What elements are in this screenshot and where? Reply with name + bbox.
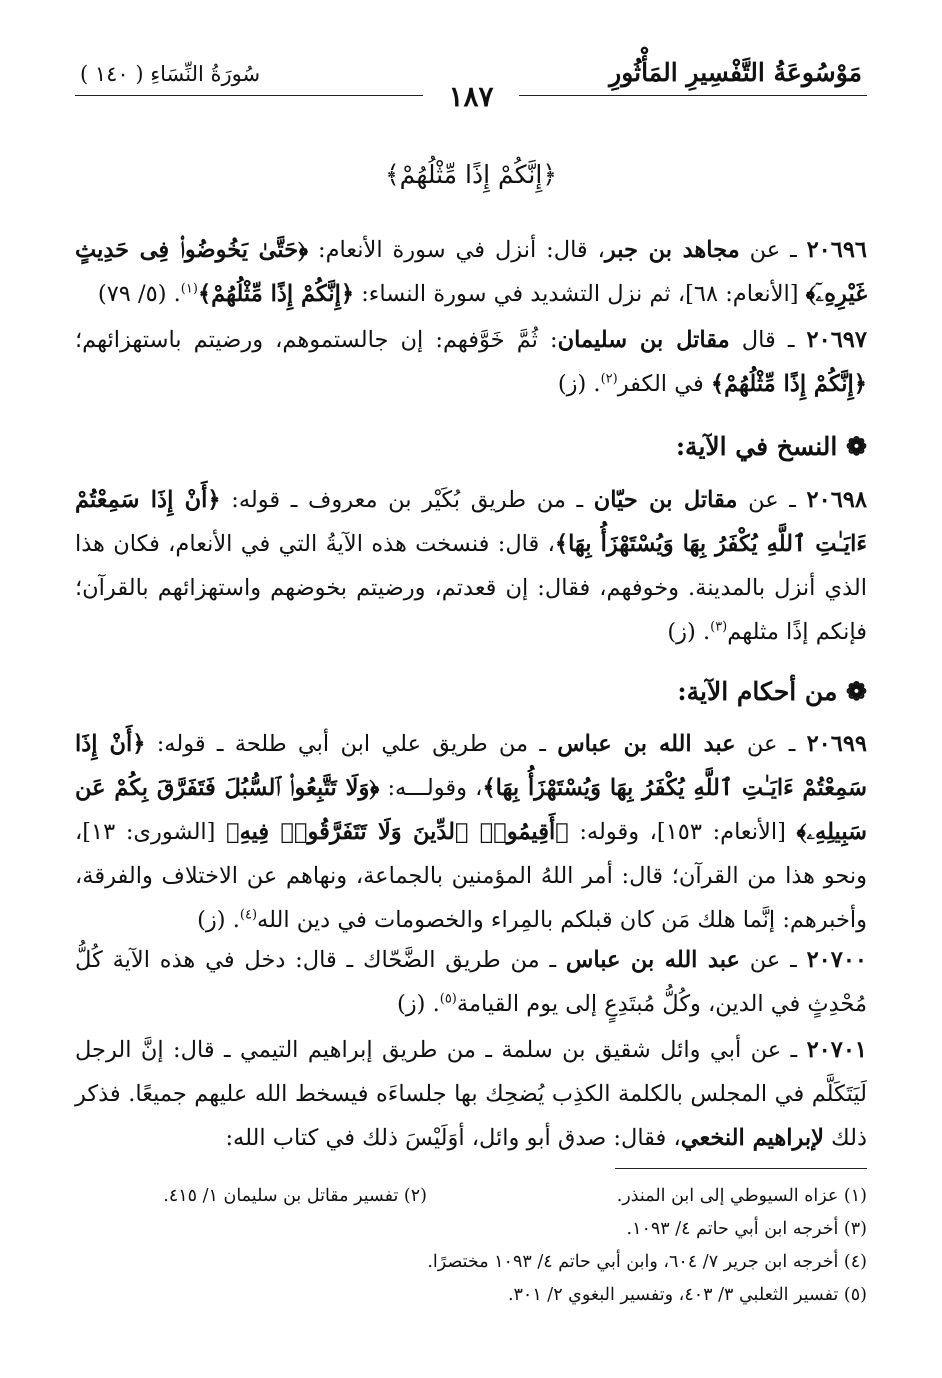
quran-verse: ﴿أَنْ إِذَا سَمِعْتُمْ ءَايَـٰتِ ٱللَّهِ يُكْفَرُ بِهَا وَيُسْتَهْزَأُ بِهَا﴾: [75, 487, 868, 557]
footnote-marker: (٢): [600, 371, 618, 387]
footnote-marker: (٣): [710, 619, 728, 635]
surah-reference: سُورَةُ النِّسَاءِ ( ١٤٠ ): [80, 62, 261, 86]
quran-verse: ﴿أَقِيمُوا۟ ٱلدِّينَ وَلَا تَتَفَرَّقُوا۟ فِيهِ﴾: [226, 819, 569, 845]
narration-20696: ٢٠٦٩٦ ـ عن مجاهد بن جبر، قال: أنزل في سورة الأنعام: ﴿حَتَّىٰ يَخُوضُوا۟ فِى حَدِيثٍ غَيْرِهِۦٓ﴾ [الأنعام: ٦٨]، ثم نزل التشديد في سورة النساء: ﴿إِنَّكُمْ إِذًا مِّثْلُهُمْ﴾$^{(١)}$. (٥/ ٧٩): [75, 237, 868, 307]
narrator-name: عبد الله بن عباس: [565, 947, 740, 973]
footnote-marker: (٤): [239, 907, 258, 923]
scholar-name: لإبراهيم النخعي: [680, 1125, 824, 1151]
footnote-row-1: [75, 1180, 867, 1213]
narration-number: ٢٠٦٩٨: [806, 487, 867, 513]
header-rule-left: [75, 95, 423, 96]
footnote-2: (٢) تفسير مقاتل بن سليمان ١/ ٤١٥.: [163, 1186, 427, 1206]
footnote-marker: (٥): [439, 991, 457, 1007]
narration-number: ٢٠٦٩٧: [806, 327, 867, 353]
footnote-marker: (١): [180, 281, 198, 297]
narration-20697: ٢٠٦٩٧ ـ قال مقاتل بن سليمان: ثُمَّ خَوَّفهم: إن جالستموهم، ورضيتم باستهزائهم؛ ﴿إِنَّكُمْ إِذًا مِّثْلُهُمْ﴾ في الكفر$^{(٢)}$. (ز): [75, 327, 867, 397]
footnote-1: (١) عزاه السيوطي إلى ابن المنذر.: [616, 1186, 867, 1206]
narration-number: ٢٠٧٠١: [806, 1037, 867, 1063]
quran-verse: ﴿حَتَّىٰ يَخُوضُوا۟ فِى حَدِيثٍ غَيْرِهِۦٓ﴾: [75, 237, 867, 307]
quran-verse: ﴿إِنَّكُمْ إِذًا مِّثْلُهُمْ﴾: [710, 371, 867, 397]
narration-number: ٢٠٦٩٦: [806, 237, 868, 263]
book-title: مَوْسُوعَةُ التَّفْسِيرِ المَأْثُورِ: [609, 58, 862, 87]
footnote-3: (٣) أخرجه ابن أبي حاتم ٤/ ١٠٩٣.: [626, 1219, 867, 1239]
narration-number: ٢٠٧٠٠: [806, 947, 868, 973]
narrator-name: مقاتل بن حيّان: [593, 487, 738, 513]
narrator-name: عبد الله بن عباس: [557, 731, 736, 757]
quran-verse: ﴿وَلَا تَتَّبِعُوا۟ ٱلسُّبُلَ فَتَفَرَّقَ بِكُمْ عَن سَبِيلِهِۦ﴾: [75, 775, 867, 845]
header-rule-right: [519, 95, 867, 96]
quran-verse: ﴿إِنَّكُمْ إِذًا مِّثْلُهُمْ﴾: [197, 281, 355, 307]
footnote-rule: [615, 1168, 867, 1169]
narrator-name: مقاتل بن سليمان: [557, 327, 730, 353]
narration-20698: ٢٠٦٩٨ ـ عن مقاتل بن حيّان ـ من طريق بُكَيْر بن معروف ـ قوله: ﴿أَنْ إِذَا سَمِعْتُمْ ءَايَـٰتِ ٱللَّهِ يُكْفَرُ بِهَا وَيُسْتَهْزَأُ بِهَا﴾، قال: فنسخت هذه الآيةُ التي في الأنعام، فكان هذا الذي أنزل بالمدينة. وخوفهم، فقال: إن قعدتم، ورضيتم بخوضهم واستهزائهم بالقرآن؛ فإنكم إذًا مثلهم$^{(٣)}$. (ز): [75, 487, 868, 645]
footnote-5: (٥) تفسير الثعلبي ٣/ ٤٠٣، وتفسير البغوي ٢/ ٣٠١.: [507, 1285, 867, 1305]
footnote-4: (٤) أخرجه ابن جرير ٧/ ٦٠٤، وابن أبي حاتم ٤/ ١٠٩٣ مختصرًا.: [427, 1252, 867, 1272]
narration-number: ٢٠٦٩٩: [806, 731, 867, 757]
narration-20699: ٢٠٦٩٩ ـ عن عبد الله بن عباس ـ من طريق علي ابن أبي طلحة ـ قوله: ﴿أَنْ إِذَا سَمِعْتُمْ ءَايَـٰتِ ٱللَّهِ يُكْفَرُ بِهَا وَيُسْتَهْزَأُ بِهَا﴾، وقولـــه: ﴿وَلَا تَتَّبِعُوا۟ ٱلسُّبُلَ فَتَفَرَّقَ بِكُمْ عَن سَبِيلِهِۦ﴾ [الأنعام: ١٥٣]، وقوله: ﴿أَقِيمُوا۟ ٱلدِّينَ وَلَا تَتَفَرَّقُوا۟ فِيهِ﴾ [الشورى: ١٣]، ونحو هذا من القرآن؛ قال: أمر اللهُ المؤمنين بالجماعة، ونهاهم عن الاختلاف والفرقة، وأخبرهم: إنَّما هلك مَن كان قبلكم بالمِراء والخصومات في دين الله$^{(٤)}$. (ز): [75, 731, 868, 933]
page-number: ١٨٧: [448, 80, 494, 113]
section-heading-naskh: ❁ النسخ في الآية:: [675, 432, 867, 461]
narration-20700: ٢٠٧٠٠ ـ عن عبد الله بن عباس ـ من طريق الضَّحّاك ـ قال: دخل في هذه الآية كُلُّ مُحْدِثٍ في الدين، وكُلُّ مُبتَدِعٍ إلى يوم القيامة$^{(٥)}$. (ز): [75, 947, 868, 1017]
narration-20701: ٢٠٧٠١ ـ عن أبي وائل شقيق بن سلمة ـ من طريق إبراهيم التيمي ـ قال: إنَّ الرجل لَيَتَكَلَّم في المجلس بالكلمة الكذِب يُضحِك بها جلساءَه فيسخط الله عليهم جميعًا. فذكر ذلك لإبراهيم النخعي، فقال: صدق أبو وائل، أوَلَيْسَ ذلك في كتاب الله:: [75, 1037, 867, 1151]
section-heading-ahkam: ❁ من أحكام الآية:: [677, 677, 867, 706]
narrator-name: مجاهد بن جبر: [604, 237, 740, 263]
quran-verse: ﴿أَنْ إِذَا سَمِعْتُمْ ءَايَـٰتِ ٱللَّهِ يُكْفَرُ بِهَا وَيُسْتَهْزَأُ بِهَا﴾: [75, 731, 868, 801]
aya-heading: ﴿إِنَّكُمْ إِذًا مِّثْلُهُمْ﴾: [385, 160, 557, 189]
